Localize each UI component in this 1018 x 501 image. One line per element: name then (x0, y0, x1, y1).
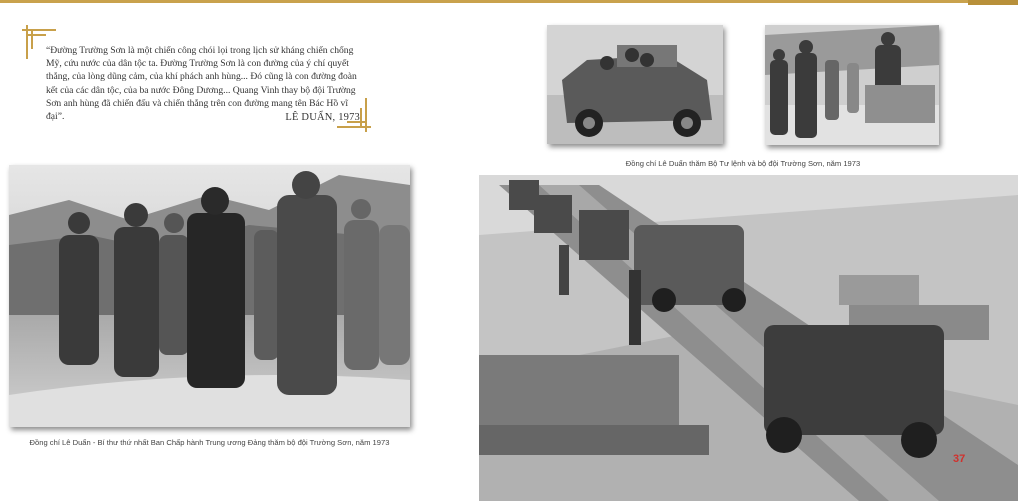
quote-text: “Đường Trường Sơn là một chiến công chói lọi trong lịch sử kháng chiến chống Mỹ, cứu nước của dân tộc ta. Đường Trường Sơn là con đường của ý chí quyết thắng, của lòng dũng cảm, của khí phách anh hùng... Đó cũng là con đường đoàn kết của các dân tộc, của ba nước Đông Dương... Quang Vinh thay bộ đội Trường Sơn anh hùng đã chiến đấu và chiến thắng trên con đường mang tên Bác Hồ vĩ đại”. (46, 45, 357, 123)
top-right-photos-caption: Đồng chí Lê Duẩn thăm Bộ Tư lệnh và bộ đội Trường Sơn, năm 1973 (625, 159, 861, 168)
photo-jeep-with-officers (547, 25, 723, 144)
photo-officers-standing (765, 25, 939, 145)
photo-le-duan-visiting-troops (9, 165, 410, 427)
top-corner-tab (968, 0, 1018, 5)
left-photo-caption: Đồng chí Lê Duẩn - Bí thư thứ nhất Ban Chấp hành Trung ương Đảng thăm bộ đội Trường Sơn, năm 1973 (29, 438, 390, 447)
top-gold-rule (0, 0, 1018, 3)
page-number: 37 (953, 453, 966, 465)
photo-pontoon-bridge-vehicles (479, 175, 1018, 501)
quote-author: LÊ DUẨN, 1973 (285, 112, 360, 123)
